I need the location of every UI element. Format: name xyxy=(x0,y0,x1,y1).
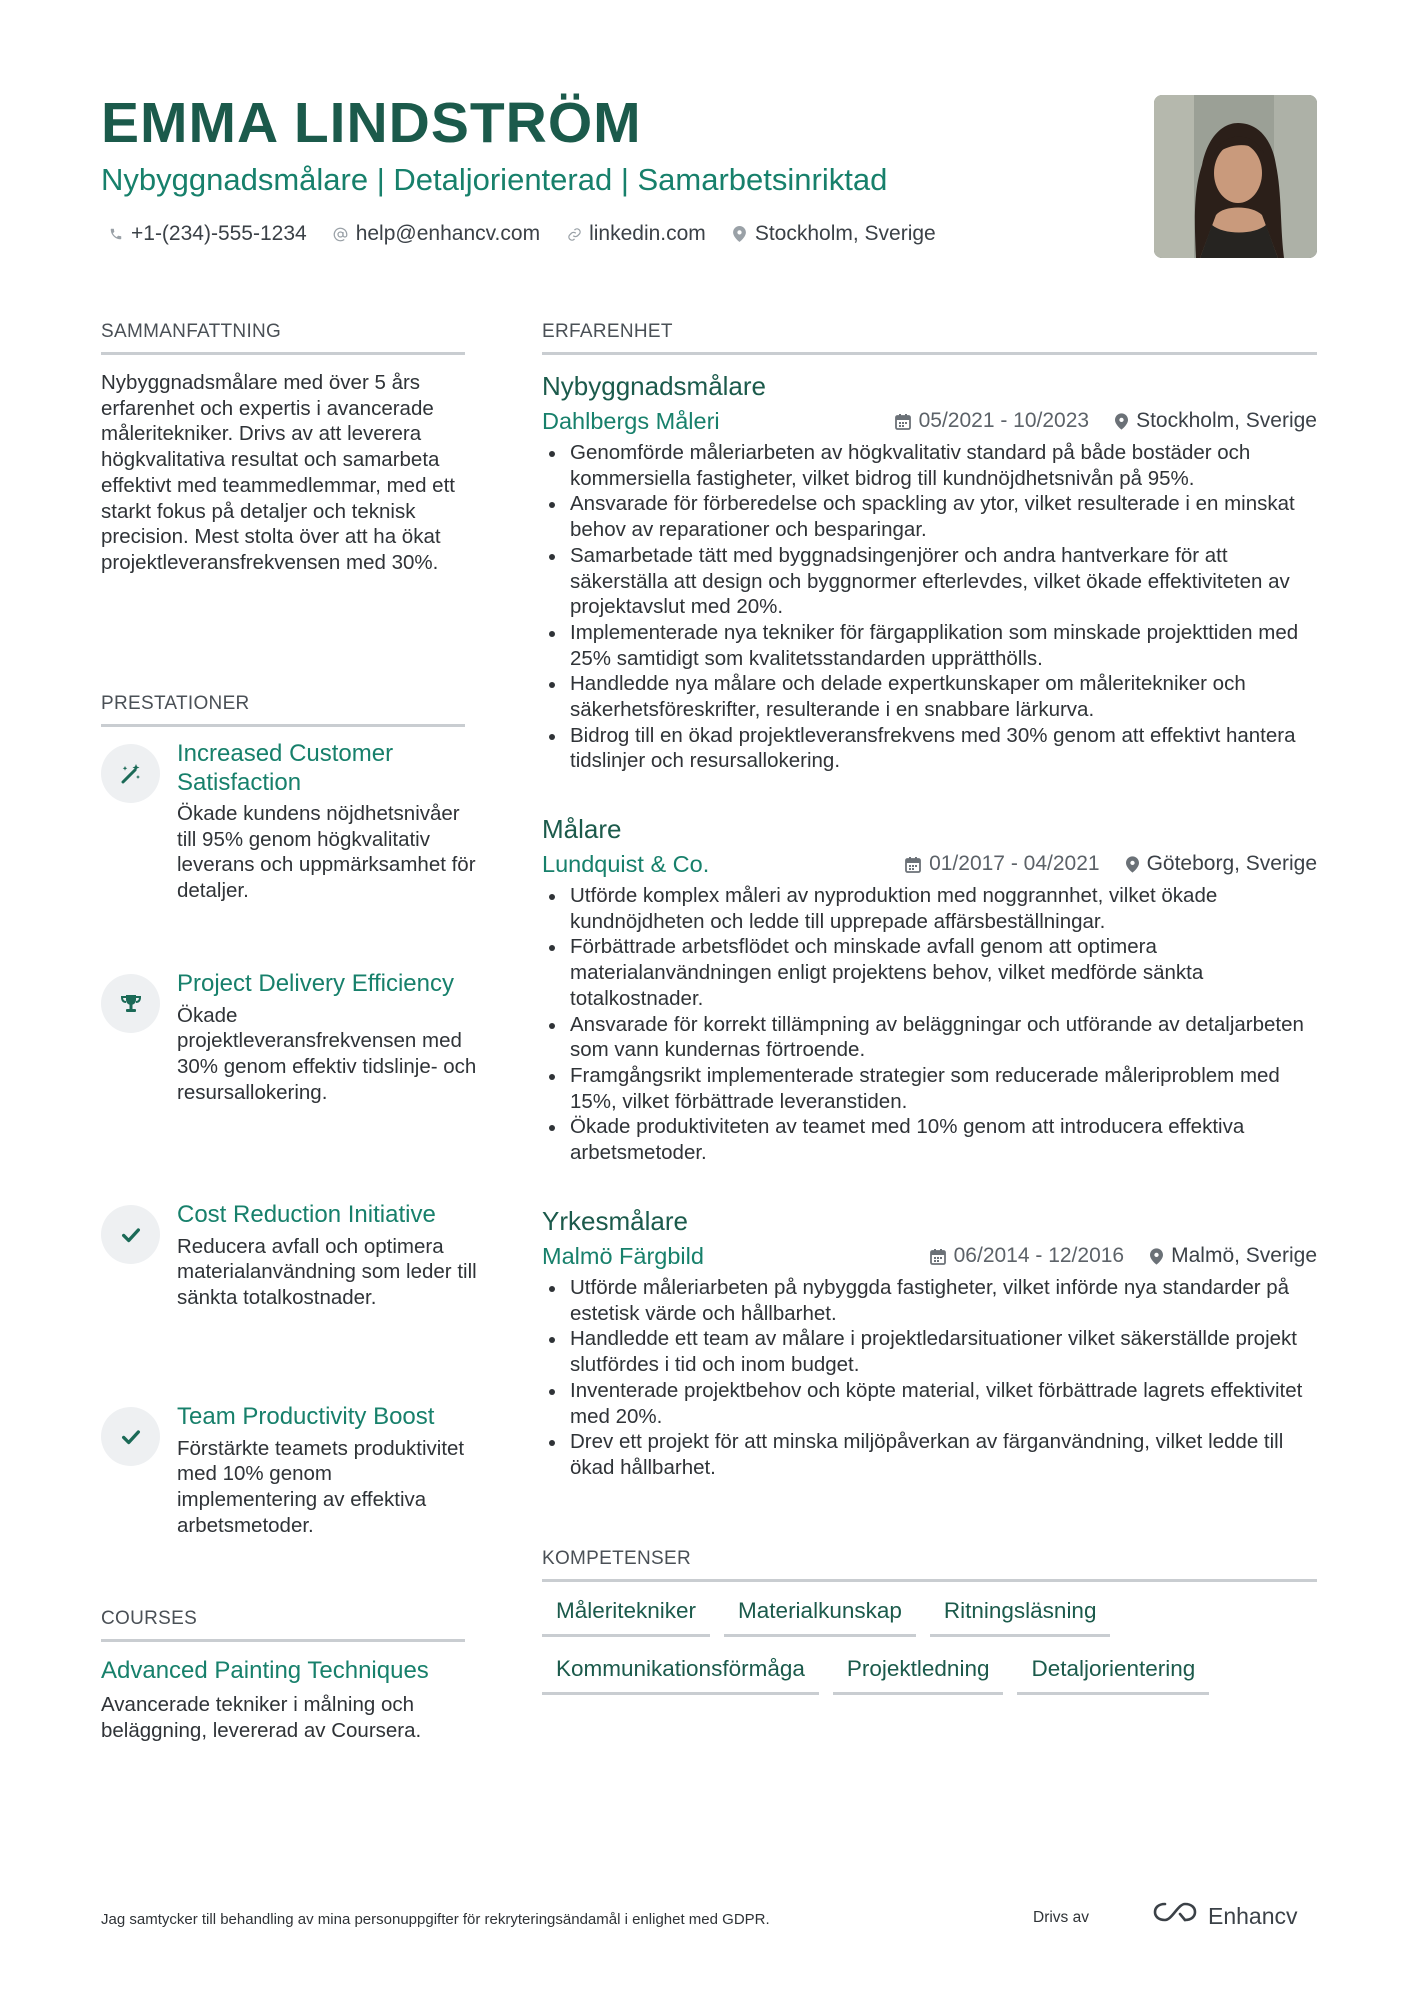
skill-tag: Detaljorientering xyxy=(1017,1654,1209,1695)
job-bullet: Bidrog till en ökad projektleveransfrekvens med 30% genom att effektivt hantera tidslinjer och resursallokering. xyxy=(542,723,1317,774)
location-pin-icon xyxy=(1150,1248,1163,1265)
achievement-desc: Förstärkte teamets produktivitet med 10% genom implementering av effektiva arbetsmetoder. xyxy=(177,1436,465,1537)
job-bullet: Förbättrade arbetsflödet och minskade avfall genom att optimera materialanvändningen enligt projektens behov, vilket medförde sänkta totalkostnader. xyxy=(542,934,1317,1011)
contact-linkedin-text: linkedin.com xyxy=(589,222,706,245)
skill-tag: Projektledning xyxy=(833,1654,1004,1695)
contact-phone[interactable] xyxy=(108,220,307,248)
job-company: Malmö Färgbild xyxy=(542,1243,704,1269)
link-icon xyxy=(566,226,582,242)
courses-heading: COURSES xyxy=(101,1607,465,1642)
job-bullets xyxy=(542,1275,1317,1481)
gdpr-consent-note: Jag samtycker till behandling av mina personuppgifter för rekryteringsändamål i enlighet med GDPR. xyxy=(101,1911,770,1928)
job-bullet: Implementerade nya tekniker för färgapplikation som minskade projekttiden med 25% samtidigt som kvalitetsstandarden upprätthölls. xyxy=(542,620,1317,671)
contact-location xyxy=(732,220,936,248)
job-entry xyxy=(542,1205,1317,1481)
job-role: Yrkesmålare xyxy=(542,1206,688,1236)
contact-bar xyxy=(108,220,936,248)
job-bullet: Ansvarade för korrekt tillämpning av beläggningar och utförande av detaljarbeten som vann kundernas förtroende. xyxy=(542,1012,1317,1063)
job-dates: 05/2021 - 10/2023 xyxy=(918,409,1090,432)
enhancv-logo[interactable] xyxy=(1152,1900,1298,1931)
job-bullets xyxy=(542,883,1317,1166)
checkmark-icon xyxy=(101,1205,160,1264)
job-location: Stockholm, Sverige xyxy=(1136,409,1317,432)
job-location: Malmö, Sverige xyxy=(1171,1244,1317,1267)
contact-phone-text: +1-(234)-555-1234 xyxy=(131,222,307,245)
skill-tag: Måleritekniker xyxy=(542,1596,710,1637)
job-bullet: Genomförde måleriarbeten av högkvalitativ standard på både bostäder och kommersiella fastigheter, vilket bidrog till kundnöjdhetsnivån på 95%. xyxy=(542,440,1317,491)
checkmark-icon xyxy=(101,1407,160,1466)
calendar-icon xyxy=(895,413,911,430)
course-desc: Avancerade tekniker i målning och beläggning, levererad av Coursera. xyxy=(101,1693,422,1742)
job-bullet: Ökade produktiviteten av teamet med 10% genom att introducera effektiva arbetsmetoder. xyxy=(542,1114,1317,1165)
job-location: Göteborg, Sverige xyxy=(1146,852,1317,875)
job-bullets xyxy=(542,440,1317,774)
enhancv-logo-text: Enhancv xyxy=(1208,1902,1298,1929)
location-pin-icon xyxy=(1126,856,1139,873)
job-company: Dahlbergs Måleri xyxy=(542,408,720,434)
skill-tag: Ritningsläsning xyxy=(930,1596,1111,1637)
skills-list xyxy=(542,1596,1322,1712)
phone-icon xyxy=(108,226,124,242)
job-bullet: Handledde ett team av målare i projektledarsituationer vilket säkerställde projekt slutfördes i tid och inom budget. xyxy=(542,1326,1317,1377)
contact-email-text: help@enhancv.com xyxy=(355,222,541,245)
job-bullet: Samarbetade tätt med byggnadsingenjörer och andra hantverkare för att säkerställa att design och byggnormer efterlevdes, vilket ökade effektiviteten av projektavslut med 20%. xyxy=(542,543,1317,620)
contact-location-text: Stockholm, Sverige xyxy=(754,222,936,245)
summary-heading: SAMMANFATTNING xyxy=(101,320,465,355)
skill-tag: Materialkunskap xyxy=(724,1596,916,1637)
achievement-desc: Reducera avfall och optimera materialanvändning som leder till sänkta totalkostnader. xyxy=(177,1234,477,1309)
calendar-icon xyxy=(905,856,921,873)
candidate-subtitle: Nybyggnadsmålare | Detaljorienterad | Samarbetsinriktad xyxy=(101,162,888,197)
contact-email[interactable] xyxy=(333,220,540,248)
achievement-title: Cost Reduction Initiative xyxy=(177,1201,436,1228)
job-bullet: Drev ett projekt för att minska miljöpåverkan av färganvändning, vilket ledde till ökad hållbarhet. xyxy=(542,1429,1317,1480)
achievement-title: Project Delivery Efficiency xyxy=(177,970,454,997)
achievement-title: Increased Customer Satisfaction xyxy=(177,740,394,796)
job-bullet: Utförde måleriarbeten på nybyggda fastigheter, vilket införde nya standarder på estetisk värde och hållbarhet. xyxy=(542,1275,1317,1326)
achievement-desc: Ökade kundens nöjdhetsnivåer till 95% genom högkvalitativ leverans och uppmärksamhet för detaljer. xyxy=(177,802,476,903)
achievements-heading: PRESTATIONER xyxy=(101,692,465,727)
experience-heading: ERFARENHET xyxy=(542,320,1317,355)
achievement-desc: Ökade projektleveransfrekvensen med 30% genom effektiv tidslinje- och resursallokering. xyxy=(177,1003,477,1104)
skills-heading: KOMPETENSER xyxy=(542,1547,1317,1582)
job-bullet: Handledde nya målare och delade expertkunskaper om måleritekniker och säkerhetsföreskrifter, resulterande i en snabbare lärkurva. xyxy=(542,671,1317,722)
achievement-title: Team Productivity Boost xyxy=(177,1403,435,1430)
course-title: Advanced Painting Techniques xyxy=(101,1657,429,1684)
job-company: Lundquist & Co. xyxy=(542,851,710,877)
job-role: Nybyggnadsmålare xyxy=(542,371,767,401)
powered-by-label: Drivs av xyxy=(1033,1909,1089,1926)
job-dates: 06/2014 - 12/2016 xyxy=(953,1244,1125,1267)
at-icon xyxy=(333,226,349,242)
candidate-name: EMMA LINDSTRÖM xyxy=(101,91,642,155)
enhancv-logo-icon xyxy=(1152,1900,1198,1931)
trophy-icon xyxy=(101,974,160,1033)
job-bullet: Framgångsrikt implementerade strategier som reducerade måleriproblem med 15%, vilket förbättrade leveranstiden. xyxy=(542,1063,1317,1114)
magic-wand-icon xyxy=(101,744,160,803)
profile-photo xyxy=(1154,95,1317,258)
job-entry xyxy=(542,813,1317,1166)
skill-tag: Kommunikationsförmåga xyxy=(542,1654,819,1695)
job-bullet: Utförde komplex måleri av nyproduktion med noggrannhet, vilket ökade kundnöjdheten och ledde till upprepade affärsbeställningar. xyxy=(542,883,1317,934)
location-pin-icon xyxy=(1115,413,1128,430)
job-bullet: Ansvarade för förberedelse och spackling av ytor, vilket resulterade i en minskat behov av reparationer och besparingar. xyxy=(542,491,1317,542)
job-entry xyxy=(542,370,1317,774)
job-bullet: Inventerade projektbehov och köpte material, vilket förbättrade lagrets effektivitet med 20%. xyxy=(542,1378,1317,1429)
calendar-icon xyxy=(930,1248,946,1265)
job-role: Målare xyxy=(542,814,622,844)
location-pin-icon xyxy=(732,226,748,242)
summary-text: Nybyggnadsmålare med över 5 års erfarenhet och expertis i avancerade måleritekniker. Drivs av att leverera högkvalitativa resultat och samarbeta effektivt med teammedlemmar, med ett starkt fokus på detaljer och teknisk precision. Mest stolta över att ha ökat projektleveransfrekvensen med 30%. xyxy=(101,371,455,574)
job-dates: 01/2017 - 04/2021 xyxy=(929,852,1100,875)
contact-linkedin[interactable] xyxy=(566,220,706,248)
